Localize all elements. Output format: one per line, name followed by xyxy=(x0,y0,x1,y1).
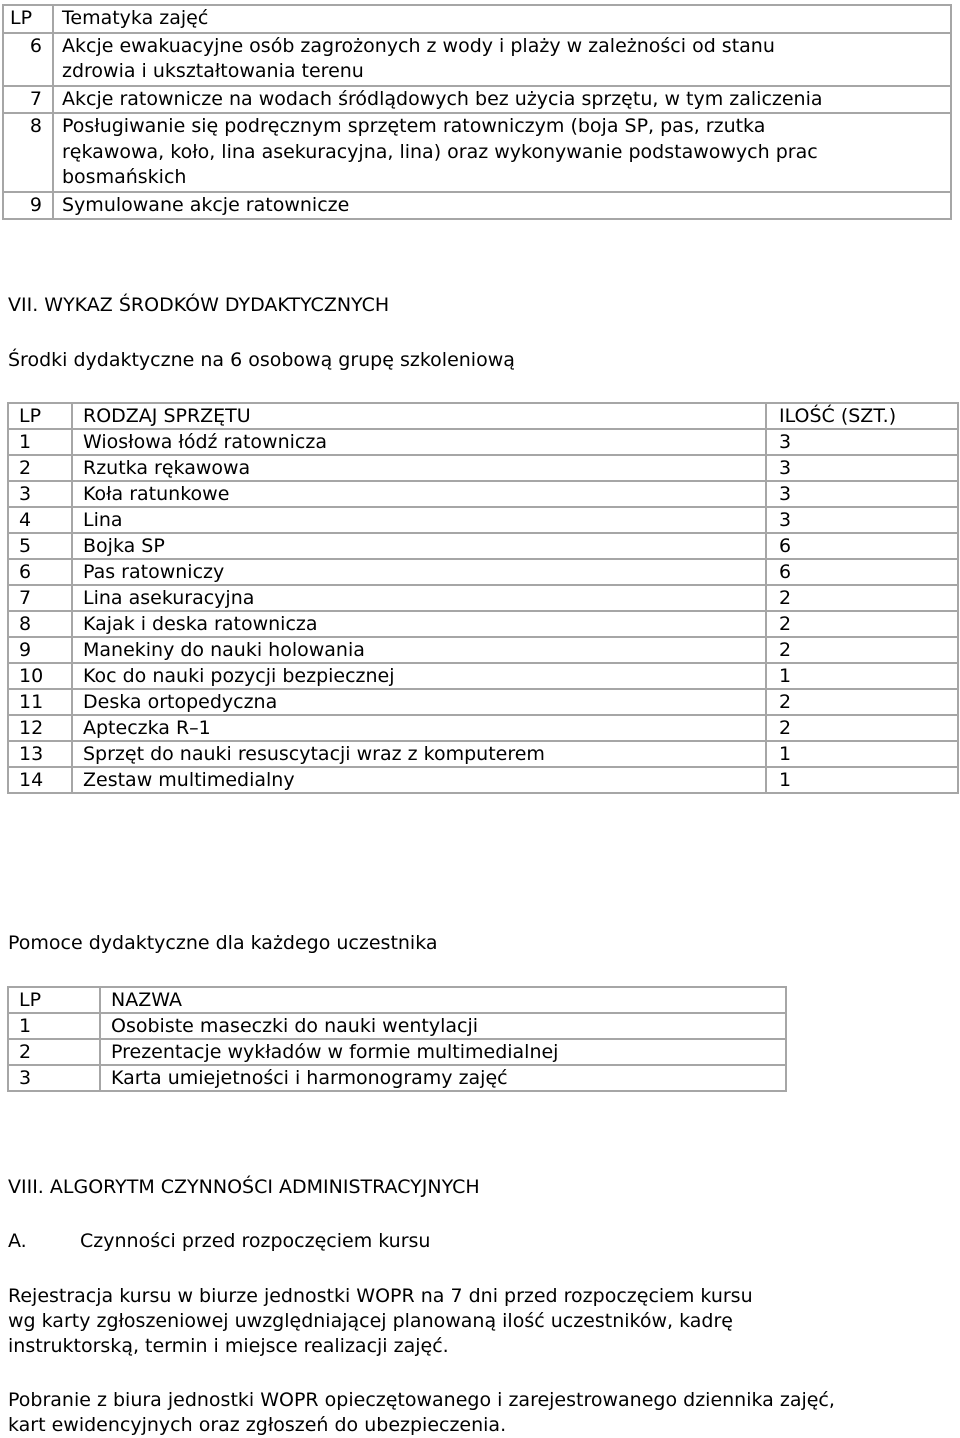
name-cell: Koc do nauki pozycji bezpiecznej xyxy=(72,663,766,689)
lp-cell: 8 xyxy=(8,611,72,637)
table-row xyxy=(8,741,958,767)
table-row xyxy=(8,429,958,455)
qty-cell: 3 xyxy=(766,481,958,507)
lp-header: LP xyxy=(3,5,53,33)
lp-cell: 10 xyxy=(8,663,72,689)
aids-table xyxy=(7,986,787,1092)
table-row xyxy=(8,559,958,585)
section-7-subheading: Środki dydaktyczne na 6 osobową grupę szkoleniową xyxy=(8,349,515,371)
subsection-title: Czynności przed rozpoczęciem kursu xyxy=(80,1230,431,1252)
name-cell: Apteczka R–1 xyxy=(72,715,766,741)
name-cell: Zestaw multimedialny xyxy=(72,767,766,793)
lp-cell: 6 xyxy=(3,33,53,86)
topics-header: Tematyka zajęć xyxy=(53,5,951,33)
topic-cell: Akcje ratownicze na wodach śródlądowych bez użycia sprzętu, w tym zaliczenia xyxy=(53,86,951,114)
lp-cell: 11 xyxy=(8,689,72,715)
table-row xyxy=(8,637,958,663)
qty-cell: 1 xyxy=(766,663,958,689)
lp-cell: 2 xyxy=(8,455,72,481)
table-row xyxy=(8,1065,786,1091)
lp-cell: 8 xyxy=(3,113,53,192)
qty-cell: 2 xyxy=(766,715,958,741)
qty-cell: 6 xyxy=(766,533,958,559)
table-row xyxy=(3,33,951,86)
table-row xyxy=(8,507,958,533)
table-row xyxy=(8,611,958,637)
table-row xyxy=(3,86,951,114)
paragraph-registration: Rejestracja kursu w biurze jednostki WOPR na 7 dni przed rozpoczęciem kursu wg karty zgłoszeniowej uwzględniającej planowaną ilość uczestników, kadrę instruktorską, termin i miejsce realizacji zajęć. xyxy=(8,1285,753,1357)
table-row xyxy=(8,455,958,481)
paragraph-collection: Pobranie z biura jednostki WOPR opieczętowanego i zarejestrowanego dziennika zajęć, kart ewidencyjnych oraz zgłoszeń do ubezpieczenia. xyxy=(8,1389,835,1436)
topic-cell: Symulowane akcje ratownicze xyxy=(53,192,951,220)
lp-cell: 12 xyxy=(8,715,72,741)
lp-cell: 6 xyxy=(8,559,72,585)
table-row xyxy=(8,663,958,689)
table-header-row xyxy=(8,403,958,429)
qty-cell: 3 xyxy=(766,455,958,481)
section-8-heading: VIII. ALGORYTM CZYNNOŚCI ADMINISTRACYJNYCH xyxy=(8,1176,480,1198)
name-cell: Wiosłowa łódź ratownicza xyxy=(72,429,766,455)
topic-cell: Akcje ewakuacyjne osób zagrożonych z wody i plaży w zależności od stanu zdrowia i ukształtowania terenu xyxy=(53,33,951,86)
lp-cell: 1 xyxy=(8,429,72,455)
qty-cell: 2 xyxy=(766,637,958,663)
table-row xyxy=(8,715,958,741)
table-row xyxy=(8,689,958,715)
name-cell: Sprzęt do nauki resuscytacji wraz z komputerem xyxy=(72,741,766,767)
lp-cell: 9 xyxy=(8,637,72,663)
name-cell: Osobiste maseczki do nauki wentylacji xyxy=(100,1013,786,1039)
lp-cell: 3 xyxy=(8,481,72,507)
name-header: RODZAJ SPRZĘTU xyxy=(72,403,766,429)
qty-cell: 6 xyxy=(766,559,958,585)
name-cell: Deska ortopedyczna xyxy=(72,689,766,715)
qty-cell: 1 xyxy=(766,767,958,793)
lp-header: LP xyxy=(8,987,100,1013)
lp-cell: 13 xyxy=(8,741,72,767)
table-row xyxy=(8,1039,786,1065)
qty-cell: 2 xyxy=(766,689,958,715)
qty-header: ILOŚĆ (SZT.) xyxy=(766,403,958,429)
table-row xyxy=(8,767,958,793)
qty-cell: 2 xyxy=(766,585,958,611)
table-row xyxy=(8,481,958,507)
lp-cell: 2 xyxy=(8,1039,100,1065)
lp-cell: 1 xyxy=(8,1013,100,1039)
name-cell: Kajak i deska ratownicza xyxy=(72,611,766,637)
table-row xyxy=(8,533,958,559)
lp-cell: 5 xyxy=(8,533,72,559)
lp-cell: 3 xyxy=(8,1065,100,1091)
table-row xyxy=(3,5,951,33)
qty-cell: 2 xyxy=(766,611,958,637)
lp-cell: 9 xyxy=(3,192,53,220)
lp-header: LP xyxy=(8,403,72,429)
lp-cell: 7 xyxy=(8,585,72,611)
subsection-letter: A. xyxy=(8,1230,27,1252)
lp-cell: 7 xyxy=(3,86,53,114)
name-cell: Lina asekuracyjna xyxy=(72,585,766,611)
aids-heading: Pomoce dydaktyczne dla każdego uczestnika xyxy=(8,932,438,954)
lp-cell: 4 xyxy=(8,507,72,533)
section-7-heading: VII. WYKAZ ŚRODKÓW DYDAKTYCZNYCH xyxy=(8,294,390,316)
topic-cell: Posługiwanie się podręcznym sprzętem ratowniczym (boja SP, pas, rzutka rękawowa, koło, lina asekuracyjna, lina) oraz wykonywanie podstawowych prac bosmańskich xyxy=(53,113,951,192)
name-cell: Lina xyxy=(72,507,766,533)
topics-table xyxy=(2,4,952,220)
name-cell: Manekiny do nauki holowania xyxy=(72,637,766,663)
table-row xyxy=(8,1013,786,1039)
name-cell: Koła ratunkowe xyxy=(72,481,766,507)
name-cell: Pas ratowniczy xyxy=(72,559,766,585)
equipment-table xyxy=(7,402,959,794)
name-cell: Karta umiejetności i harmonogramy zajęć xyxy=(100,1065,786,1091)
name-cell: Rzutka rękawowa xyxy=(72,455,766,481)
lp-cell: 14 xyxy=(8,767,72,793)
name-cell: Bojka SP xyxy=(72,533,766,559)
qty-cell: 3 xyxy=(766,429,958,455)
table-row xyxy=(3,113,951,192)
name-cell: Prezentacje wykładów w formie multimedialnej xyxy=(100,1039,786,1065)
table-row xyxy=(3,192,951,220)
table-header-row xyxy=(8,987,786,1013)
qty-cell: 1 xyxy=(766,741,958,767)
qty-cell: 3 xyxy=(766,507,958,533)
name-header: NAZWA xyxy=(100,987,786,1013)
table-row xyxy=(8,585,958,611)
